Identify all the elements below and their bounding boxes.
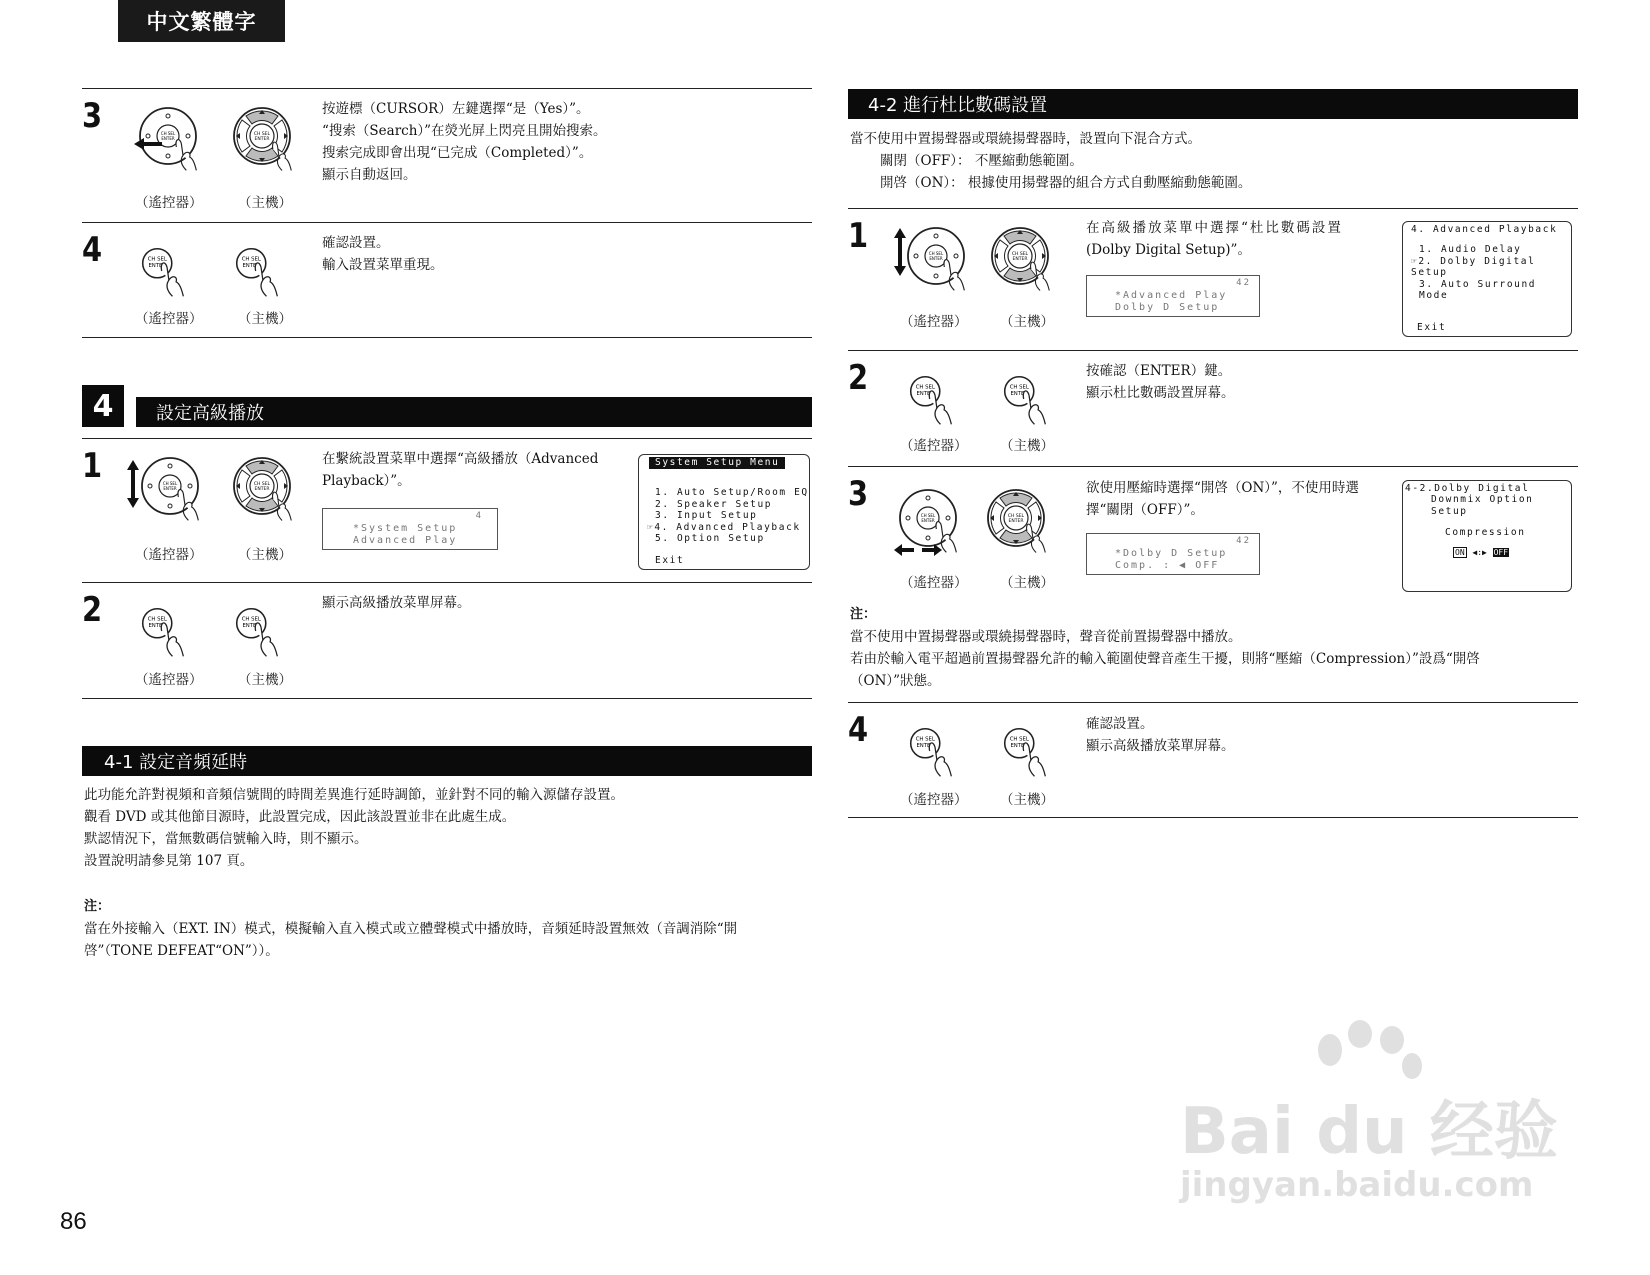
note-line: 啓”（TONE DEFEAT“ON”））。 bbox=[84, 943, 279, 959]
remote-caption: （遙控器） bbox=[135, 672, 203, 688]
instruction-line: 顯示自動返回。 bbox=[322, 167, 417, 183]
divider bbox=[82, 438, 812, 439]
enter-button-icon bbox=[134, 600, 196, 662]
description-line: 關閉（OFF）： 不壓縮動態範圍。 bbox=[880, 153, 1083, 169]
main-unit-cursor-icon bbox=[222, 98, 302, 178]
step-number: 3 bbox=[82, 96, 103, 136]
step-number: 1 bbox=[82, 446, 103, 486]
remote-caption: （遙控器） bbox=[900, 792, 968, 808]
divider bbox=[82, 698, 812, 699]
divider bbox=[82, 582, 812, 583]
divider bbox=[82, 222, 812, 223]
section-number-badge: 4 bbox=[82, 385, 124, 427]
divider bbox=[848, 466, 1578, 467]
remote-cursor-icon bbox=[896, 218, 976, 298]
enter-button-icon bbox=[228, 240, 290, 302]
note-text bbox=[84, 918, 737, 962]
instruction-line: 確認設置。 bbox=[1086, 716, 1154, 732]
instruction-line: 擇“關閉（OFF）”。 bbox=[1086, 502, 1204, 518]
osd-screen: 4-2.Dolby Digital Downmix Option Setup Compression ON ◀:▶ OFF bbox=[1402, 480, 1572, 592]
remote-caption: （遙控器） bbox=[135, 195, 203, 211]
description-line: 此功能允許對視頻和音頻信號間的時間差異進行延時調節，並針對不同的輸入源儲存設置。 bbox=[84, 787, 624, 803]
note-label: 注： bbox=[84, 899, 111, 914]
instruction-line: 顯示高級播放菜單屏幕。 bbox=[322, 595, 471, 611]
description-line: 設置說明請參見第 107 頁。 bbox=[84, 853, 254, 869]
main-unit-cursor-icon bbox=[980, 218, 1060, 298]
instruction-line: 在繫統設置菜單中選擇“高級播放（Advanced bbox=[322, 451, 599, 467]
main-unit-caption: （主機） bbox=[238, 311, 292, 327]
divider bbox=[848, 817, 1578, 818]
front-panel-display: 42 *Advanced Play Dolby D Setup bbox=[1086, 275, 1260, 317]
instruction-line: 按遊標（CURSOR）左鍵選擇“是（Yes）”。 bbox=[322, 101, 590, 117]
step-number: 1 bbox=[848, 216, 869, 256]
step-instructions bbox=[1086, 217, 1343, 261]
step-number: 4 bbox=[82, 230, 103, 270]
section-description bbox=[850, 128, 1251, 194]
step-instructions bbox=[322, 592, 471, 614]
remote-caption: （遙控器） bbox=[135, 547, 203, 563]
front-panel-display: 42 *Dolby D Setup Comp. : ◀ OFF bbox=[1086, 533, 1260, 575]
main-unit-caption: （主機） bbox=[1000, 314, 1054, 330]
divider bbox=[848, 702, 1578, 703]
note-line: 當不使用中置揚聲器或環繞揚聲器時，聲音從前置揚聲器中播放。 bbox=[850, 629, 1242, 645]
step-instructions bbox=[322, 98, 607, 186]
step-instructions bbox=[322, 448, 598, 492]
remote-caption: （遙控器） bbox=[900, 438, 968, 454]
page-number: 86 bbox=[60, 1208, 87, 1235]
main-unit-cursor-icon bbox=[222, 448, 302, 528]
enter-button-icon bbox=[228, 600, 290, 662]
main-unit-caption: （主機） bbox=[238, 195, 292, 211]
note-line: 當在外接輸入（EXT. IN）模式，模擬輸入直入模式或立體聲模式中播放時，音頻延時設置無效（音調消除“開 bbox=[84, 921, 738, 937]
description-line: 觀看 DVD 或其他節目源時，此設置完成，因此該設置並非在此處生成。 bbox=[84, 809, 516, 825]
divider bbox=[848, 350, 1578, 351]
subsection-title: 4-2 進行杜比數碼設置 bbox=[848, 89, 1578, 119]
description-line: 當不使用中置揚聲器或環繞揚聲器時，設置向下混合方式。 bbox=[850, 131, 1201, 147]
step-number: 3 bbox=[848, 474, 869, 514]
language-tab: 中文繁體字 bbox=[118, 0, 285, 42]
remote-caption: （遙控器） bbox=[135, 311, 203, 327]
remote-cursor-icon bbox=[130, 448, 210, 528]
note-text bbox=[850, 626, 1480, 692]
divider bbox=[82, 337, 812, 338]
step-instructions bbox=[1086, 360, 1235, 404]
instruction-line: 顯示高級播放菜單屏幕。 bbox=[1086, 738, 1235, 754]
left-arrow-icon bbox=[132, 136, 164, 152]
option-off: OFF bbox=[1493, 548, 1509, 557]
remote-caption: （遙控器） bbox=[900, 575, 968, 591]
step-number: 2 bbox=[82, 590, 103, 630]
main-unit-caption: （主機） bbox=[1000, 438, 1054, 454]
step-number: 4 bbox=[848, 710, 869, 750]
left-right-arrow-icon bbox=[892, 542, 944, 558]
step-number: 2 bbox=[848, 358, 869, 398]
instruction-line: 按確認（ENTER）鍵。 bbox=[1086, 363, 1232, 379]
step-instructions bbox=[1086, 713, 1235, 757]
osd-screen: 4. Advanced Playback 1. Audio Delay ☞2. Dolby Digital Setup 3. Auto Surround Mode Exit bbox=[1402, 221, 1572, 337]
instruction-line: 顯示杜比數碼設置屏幕。 bbox=[1086, 385, 1235, 401]
instruction-line: 搜索完成即會出現“已完成（Completed）”。 bbox=[322, 145, 593, 161]
instruction-line: 輸入設置菜單重現。 bbox=[322, 257, 444, 273]
instruction-line: 在高級播放菜單中選擇“杜比數碼設置 bbox=[1086, 220, 1343, 236]
note-line: （ON）”狀態。 bbox=[850, 673, 941, 689]
description-line: 默認情況下，當無數碼信號輸入時，則不顯示。 bbox=[84, 831, 368, 847]
enter-button-icon bbox=[996, 368, 1058, 430]
main-unit-caption: （主機） bbox=[1000, 792, 1054, 808]
step-instructions bbox=[322, 232, 444, 276]
osd-screen: System Setup Menu 1. Auto Setup/Room EQ 2. Speaker Setup 3. Input Setup ☞4. Advanced Playback 5. Option Setup Exit bbox=[638, 454, 810, 570]
instruction-line: Playback）”。 bbox=[322, 473, 411, 489]
section-description bbox=[84, 784, 624, 872]
enter-button-icon bbox=[902, 720, 964, 782]
main-unit-caption: （主機） bbox=[1000, 575, 1054, 591]
description-line: 開啓（ON）： 根據使用揚聲器的組合方式自動壓縮動態範圍。 bbox=[880, 175, 1252, 191]
section-title: 設定高級播放 bbox=[136, 397, 812, 427]
instruction-line: (Dolby Digital Setup)”。 bbox=[1086, 242, 1251, 258]
option-on: ON bbox=[1455, 548, 1465, 557]
instruction-line: 確認設置。 bbox=[322, 235, 390, 251]
instruction-line: “搜索（Search）”在熒光屏上閃亮且開始搜索。 bbox=[322, 123, 607, 139]
remote-caption: （遙控器） bbox=[900, 314, 968, 330]
main-unit-caption: （主機） bbox=[238, 547, 292, 563]
main-unit-cursor-icon bbox=[976, 480, 1056, 560]
note-label: 注： bbox=[850, 607, 877, 622]
subsection-title: 4-1 設定音頻延時 bbox=[82, 746, 812, 776]
step-instructions bbox=[1086, 477, 1359, 521]
main-unit-caption: （主機） bbox=[238, 672, 292, 688]
note-line: 若由於輸入電平超過前置揚聲器允許的輸入範圍使聲音產生干擾，則將“壓縮（Compression）”設爲“開啓 bbox=[850, 651, 1480, 667]
front-panel-display: 4 *System Setup Advanced Play bbox=[322, 508, 498, 550]
divider bbox=[848, 208, 1578, 209]
instruction-line: 欲使用壓縮時選擇“開啓（ON）”，不使用時選 bbox=[1086, 480, 1359, 496]
enter-button-icon bbox=[902, 368, 964, 430]
divider bbox=[82, 88, 812, 89]
watermark-url: jingyan.baidu.com bbox=[1180, 1165, 1534, 1205]
watermark-brand: Bai du 经验 bbox=[1180, 1095, 1558, 1169]
enter-button-icon bbox=[996, 720, 1058, 782]
enter-button-icon bbox=[134, 240, 196, 302]
